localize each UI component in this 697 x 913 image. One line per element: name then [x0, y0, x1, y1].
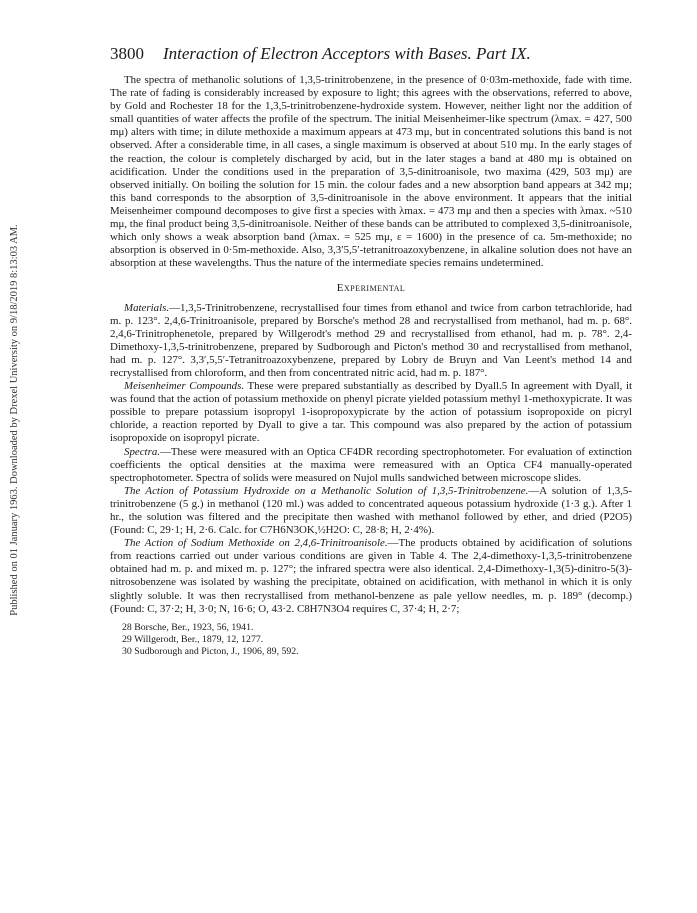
methoxide-text: —The products obtained by acidification of solutions from reactions carried out under various conditions are given in Table 4. The 2,4-dimethoxy-1,3,5-trinitrobenzene obtained had m. p. and mixed m. p. 127°; the infrared spectra were also identical. 2,4-Dimethoxy-1,3(5)-dinitro-5(3)-nitrosobenzene was isolated by washing the precipitate, obtained on acidification, with methanol in which it is only slightly soluble. It was then recrystallised from methanol-benzene as pale yellow needles, m. p. 189° (decomp.) (Found: C, 37·2; H, 3·0; N, 16·6; O, 43·2. C8H7N3O4 requires C, 37·4; H, 2·7; — [110, 537, 632, 615]
footnotes — [110, 622, 632, 658]
materials-paragraph — [110, 302, 632, 381]
running-title: Interaction of Electron Acceptors with Bases. Part IX. — [163, 44, 531, 63]
hydroxide-label: The Action of Potassium Hydroxide on a Methanolic Solution of 1,3,5-Trinitrobenzene. — [124, 484, 529, 497]
section-heading: Experimental — [336, 282, 406, 295]
page-header — [110, 44, 630, 68]
meisenheimer-text: These were prepared substantially as described by Dyall.5 In agreement with Dyall, it was found that the action of potassium methoxide on phenyl picrate yielded potassium methyl 1-methoxypicrate. It was possible to prepare potassium isopropyl 1-isopropoxypicrate by the action of potassium isopropoxide on picryl chloride, a reaction reported by Dyall to give a tar. This compound was also prepared by the action of potassium isopropoxide on isopropyl picrate. — [110, 380, 632, 445]
footnote: 30 Sudborough and Picton, J., 1906, 89, 592. — [122, 645, 299, 657]
meisenheimer-label: Meisenheimer Compounds. — [124, 380, 245, 393]
hydroxide-text: —A solution of 1,3,5-trinitrobenzene (5 g.) in methanol (120 ml.) was added to concentrated aqueous potassium hydroxide (1·3 g.). After 1 hr., the solution was filtered and the precipitate then washed with methanol followed by ether, and dried (P2O5) (Found: C, 29·1; H, 2·6. Calc. for C7H6N3OK,½H2O: C, 28·8; H, 2·4%). — [110, 484, 632, 537]
spectra-text: —These were measured with an Optica CF4DR recording spectrophotometer. For evaluation of extinction coefficients the optical densities at the maxima were remeasured with an Optica CF4 manually-operated spectrophotometer. Spectra of solids were measured on Nujol mulls sandwiched between microscope slides. — [110, 445, 632, 484]
article-body — [110, 74, 632, 658]
intro-paragraph: The spectra of methanolic solutions of 1,3,5-trinitrobenzene, in the presence of 0·03m-methoxide, fade with time. The rate of fading is considerably increased by exposure to light; this agrees with the observations, referred to above, by Gold and Rochester 18 for the 1,3,5-trinitrobenzene-hydroxide system. However, neither light nor the addition of small quantities of water affects the profile of the spectrum. The initial Meisenheimer-like spectrum (λmax. = 427, 500 mμ) alters with time; in dilute methoxide a maximum appears at 473 mμ, but in concentrated solutions this band is not observed. After a considerable time, in all cases, a single maximum is observed at about 510 mμ. In the early stages of the reaction, the colour is completely discharged by acid, but in the later stages a band at 480 mμ is obtained on acidification. Under the conditions used in the preparation of 3,5-dinitroanisole, two maxima (429, 503 mμ) are observed initially. On boiling the solution for 15 min. the colour fades and a new absorption band appears at 342 mμ; this band corresponds to the absorption of 3,5-dinitroanisole in the above environment. It appears that the initial Meisenheimer compound decomposes to give first a species with λmax. = 473 mμ and then a species with λmax. ~510 mμ, the final product being 3,5-dinitroanisole. Neither of these bands can be attributed to complexed 3,5-dinitroanisole, which only shows a weak absorption band (λmax. = 525 mμ, ε = 1600) in the presence of ca. 5m-methoxide; no absorption is observed in 0·5m-methoxide. Also, 3,3′5,5′-tetranitroazoxybenzene, in alkaline solution does not have an absorption at these wavelengths. Thus the nature of the intermediate species remains undetermined. — [110, 74, 632, 270]
download-watermark-text: Published on 01 January 1963. Downloaded by Drexel University on 9/18/2019 8:13:03 AM. — [9, 224, 20, 616]
materials-text: —1,3,5-Trinitrobenzene, recrystallised four times from ethanol and twice from carbon tetrachloride, had m. p. 123°. 2,4,6-Trinitroanisole, prepared by Borsche's method 28 and recrystallised from methanol, had m. p. 68°. 2,4,6-Trinitrophenetole, prepared by Willgerodt's method 29 and recrystallised from ethanol, had m. p. 78°. 2,4-Dimethoxy-1,3,5-trinitrobenzene, prepared by Sudborough and Picton's method 30 and recrystallised from methanol, had m. p. 127°. 3,3′,5,5′-Tetranitroazoxybenzene, prepared by Lobry de Bruyn and Van Leent's method 14 and recrystallised from chloroform, and then from concentrated nitric acid, had m. p. 187°. — [110, 301, 632, 379]
footnote: 29 Willgerodt, Ber., 1879, 12, 1277. — [122, 633, 264, 645]
methoxide-label: The Action of Sodium Methoxide on 2,4,6-Trinitroanisole. — [124, 537, 388, 550]
hydroxide-paragraph — [110, 485, 632, 537]
spectra-paragraph — [110, 446, 632, 485]
page-number: 3800 — [110, 44, 144, 63]
meisenheimer-paragraph — [110, 380, 632, 445]
footnote: 28 Borsche, Ber., 1923, 56, 1941. — [122, 621, 254, 633]
methoxide-paragraph — [110, 537, 632, 616]
spectra-label: Spectra. — [124, 445, 160, 458]
materials-label: Materials. — [124, 301, 170, 314]
download-watermark — [0, 120, 22, 720]
